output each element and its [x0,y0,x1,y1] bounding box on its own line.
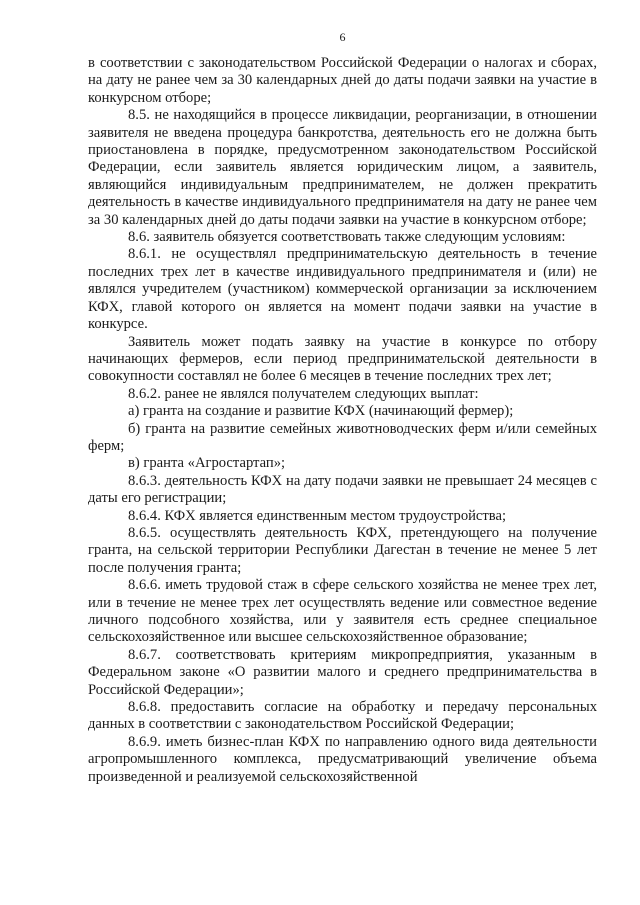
paragraph-8-6-5: 8.6.5. осуществлять деятельность КФХ, претендующего на получение гранта, на сельской территории Республики Дагестан в течение не менее 5 лет после получения гранта; [88,524,597,576]
paragraph-applicant-note: Заявитель может подать заявку на участие в конкурсе по отбору начинающих фермеров, если период предпринимательской деятельности в совокупности составлял не более 6 месяцев в течение последних трех лет; [88,333,597,385]
paragraph-8-6-2: 8.6.2. ранее не являлся получателем следующих выплат: [128,385,479,402]
paragraph-8-6-7: 8.6.7. соответствовать критериям микропредприятия, указанным в Федеральном законе «О развитии малого и среднего предпринимательства в Российской Федерации»; [88,646,597,698]
paragraph-continuation: в соответствии с законодательством Российской Федерации о налогах и сборах, на дату не ранее чем за 30 календарных дней до даты подачи заявки на участие в конкурсном отборе; [88,55,597,106]
paragraph-8-6-2-c: в) гранта «Агростартап»; [128,455,286,472]
paragraph-8-6-3: 8.6.3. деятельность КФХ на дату подачи заявки не превышает 24 месяцев с даты его регистрации; [88,472,597,507]
paragraph-8-6-2-a: а) гранта на создание и развитие КФХ (начинающий фермер); [128,403,514,420]
paragraph-8-5: 8.5. не находящийся в процессе ликвидации, реорганизации, в отношении заявителя не введена процедура банкротства, деятельность его не должна быть приостановлена в порядке, предусмотренном законодательством Российской Федерации, если заявитель является юридическим лицом, а заявитель, являющийся индивидуальным предпринимателем, не должен прекратить деятельность в качестве индивидуального предпринимателя на дату не ранее чем за 30 календарных дней до даты подачи заявки на участие в конкурсном отборе; [88,107,597,228]
paragraph-8-6-6: 8.6.6. иметь трудовой стаж в сфере сельского хозяйства не менее трех лет, или в течение не менее трех лет осуществлять ведение или совместное ведение личного подсобного хозяйства, или у заявителя есть среднее специальное сельскохозяйственное или высшее сельскохозяйственное образование; [88,577,597,646]
paragraph-8-6: 8.6. заявитель обязуется соответствовать также следующим условиям: [128,229,566,246]
document-body [88,55,597,786]
paragraph-8-6-9: 8.6.9. иметь бизнес-план КФХ по направлению одного вида деятельности агропромышленного комплекса, предусматривающий увеличение объема произведенной и реализуемой сельскохозяйственной [88,733,597,785]
page-number: 6 [339,30,346,44]
paragraph-8-6-1: 8.6.1. не осуществлял предпринимательскую деятельность в течение последних трех лет в качестве индивидуального предпринимателя и (или) не являлся учредителем (участником) коммерческой организации за исключением КФХ, главой которого он является на момент подачи заявки на участие в конкурсе. [88,246,597,333]
paragraph-8-6-8: 8.6.8. предоставить согласие на обработку и передачу персональных данных в соответствии с законодательством Российской Федерации; [88,699,597,733]
paragraph-8-6-2-b: б) гранта на развитие семейных животноводческих ферм и/или семейных ферм; [88,420,597,454]
paragraph-8-6-4: 8.6.4. КФХ является единственным местом трудоустройства; [128,507,507,524]
